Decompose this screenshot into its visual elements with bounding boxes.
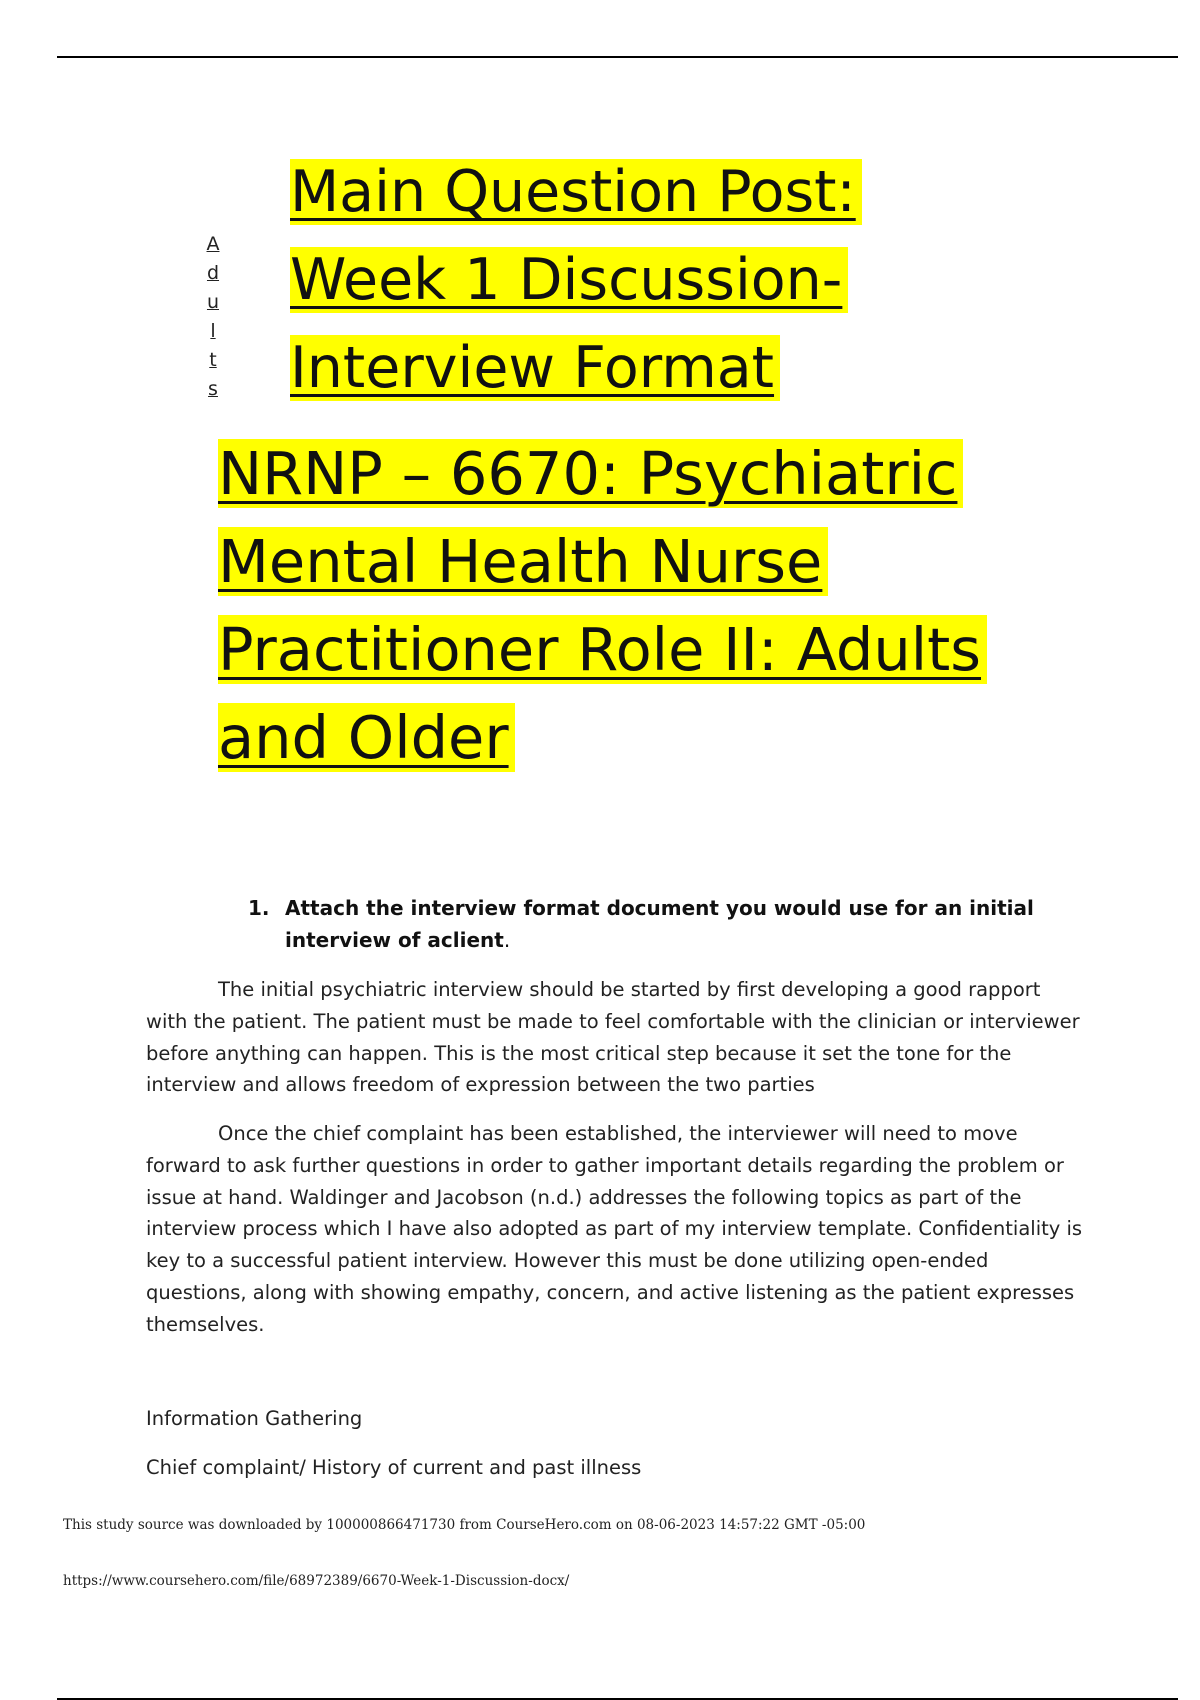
question-text-wrap [285,892,1088,956]
top-rule [57,56,1178,58]
main-title [290,148,1010,412]
side-letter: t [209,349,217,371]
side-letter: A [206,233,220,255]
section-chief-complaint: Chief complaint/ History of current and past illness [146,1456,642,1479]
side-vertical-word [203,230,223,404]
question-item [248,892,1088,956]
question-end-mark: . [503,928,511,952]
side-letter: l [210,320,216,342]
question-number: 1. [248,896,270,920]
course-title [218,430,1078,782]
main-title-text: Main Question Post: Week 1 Discussion- Interview Format [290,159,862,401]
source-url: https://www.coursehero.com/file/68972389/6670-Week-1-Discussion-docx/ [63,1573,570,1589]
course-title-text: NRNP – 6670: Psychiatric Mental Health Nurse Practitioner Role II: Adults and Older [218,439,987,772]
body-paragraph-rapport: The initial psychiatric interview should be started by first developing a good rapport with the patient. The patient must be made to feel comfortable with the clinician or interviewer before anything can happen. This is the most critical step because it set the tone for the interview and allows freedom of expression between the two parties [146,978,1080,1097]
section-information-gathering: Information Gathering [146,1407,363,1430]
side-letter: d [206,262,220,284]
download-note: This study source was downloaded by 100000866471730 from CourseHero.com on 08-06-2023 14:57:22 GMT -05:00 [63,1517,866,1533]
side-letter: s [208,378,218,400]
question-text: Attach the interview format document you would use for an initial interview of aclient [285,896,1034,952]
side-letter: u [206,291,220,313]
body-paragraph-chief-complaint: Once the chief complaint has been established, the interviewer will need to move forward to ask further questions in order to gather important details regarding the problem or issue at hand. Waldinger and Jacobson (n.d.) addresses the following topics as part of the interview process which I have also adopted as part of my interview template. Confidentiality is key to a successful patient interview. However this must be done utilizing open-ended questions, along with showing empathy, concern, and active listening as the patient expresses themselves. [146,1122,1083,1336]
